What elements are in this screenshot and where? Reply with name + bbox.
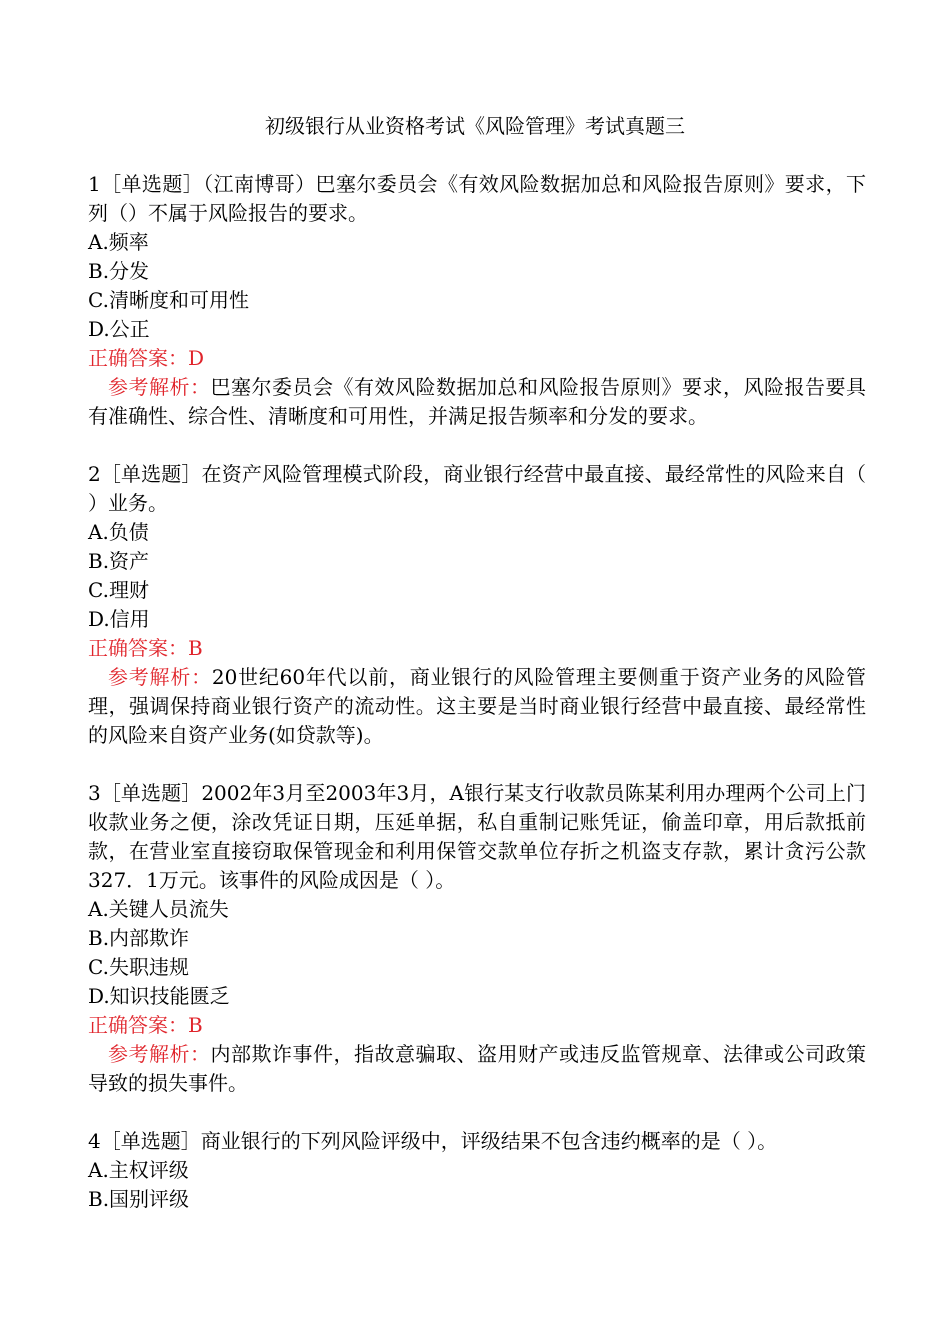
analysis-label: 参考解析：	[108, 1042, 211, 1066]
document-title: 初级银行从业资格考试《风险管理》考试真题三	[265, 114, 685, 138]
answer-label: 正确答案：	[88, 1013, 188, 1037]
option-c: C.清晰度和可用性	[88, 288, 249, 312]
analysis-label: 参考解析：	[108, 665, 212, 689]
question-item	[88, 170, 866, 431]
question-stem: 4［单选题］商业银行的下列风险评级中，评级结果不包含违约概率的是（ ）。	[88, 1129, 778, 1153]
correct-answer	[88, 1011, 866, 1040]
question-item	[88, 779, 866, 1098]
option-b: B.分发	[88, 259, 150, 283]
option-c: C.理财	[88, 578, 149, 602]
analysis-text: 20世纪60年代以前，商业银行的风险管理主要侧重于资产业务的风险管理，强调保持商业银行资产的流动性。这主要是当时商业银行经营中最直接、最经常性的风险来自资产业务(如贷款等)。	[88, 665, 866, 747]
correct-answer	[88, 634, 866, 663]
analysis	[88, 663, 866, 750]
option-a: A.负债	[88, 520, 149, 544]
question-stem: 3［单选题］2002年3月至2003年3月，A银行某支行收款员陈某利用办理两个公司上门收款业务之便，涂改凭证日期，压延单据，私自重制记账凭证，偷盖印章，用后款抵前款，在营业室直接窃取保管现金和利用保管交款单位存折之机盗支存款，累计贪污公款327．1万元。该事件的风险成因是（ ）。	[88, 781, 866, 892]
question-stem: 2［单选题］在资产风险管理模式阶段，商业银行经营中最直接、最经常性的风险来自（ ）业务。	[88, 462, 866, 515]
option-a: A.主权评级	[88, 1158, 189, 1182]
option-b: B.内部欺诈	[88, 926, 190, 950]
answer-value: B	[188, 636, 203, 660]
option-d: D.知识技能匮乏	[88, 984, 230, 1008]
analysis-label: 参考解析：	[108, 375, 211, 399]
option-a: A.频率	[88, 230, 149, 254]
option-b: B.国别评级	[88, 1187, 190, 1211]
answer-value: B	[188, 1013, 203, 1037]
answer-label: 正确答案：	[88, 636, 188, 660]
option-a: A.关键人员流失	[88, 897, 229, 921]
analysis	[88, 1040, 866, 1098]
option-d: D.公正	[88, 317, 150, 341]
option-d: D.信用	[88, 607, 150, 631]
answer-value: D	[188, 346, 205, 370]
correct-answer	[88, 344, 866, 373]
analysis	[88, 373, 866, 431]
option-b: B.资产	[88, 549, 150, 573]
question-list	[88, 170, 866, 1243]
question-stem: 1［单选题］（江南博哥）巴塞尔委员会《有效风险数据加总和风险报告原则》要求，下列（）不属于风险报告的要求。	[88, 172, 866, 225]
question-item	[88, 460, 866, 750]
analysis-text: 巴塞尔委员会《有效风险数据加总和风险报告原则》要求，风险报告要具有准确性、综合性、清晰度和可用性，并满足报告频率和分发的要求。	[88, 375, 866, 428]
option-c: C.失职违规	[88, 955, 189, 979]
question-item	[88, 1127, 866, 1214]
answer-label: 正确答案：	[88, 346, 188, 370]
analysis-text: 内部欺诈事件，指故意骗取、盗用财产或违反监管规章、法律或公司政策导致的损失事件。	[88, 1042, 866, 1095]
